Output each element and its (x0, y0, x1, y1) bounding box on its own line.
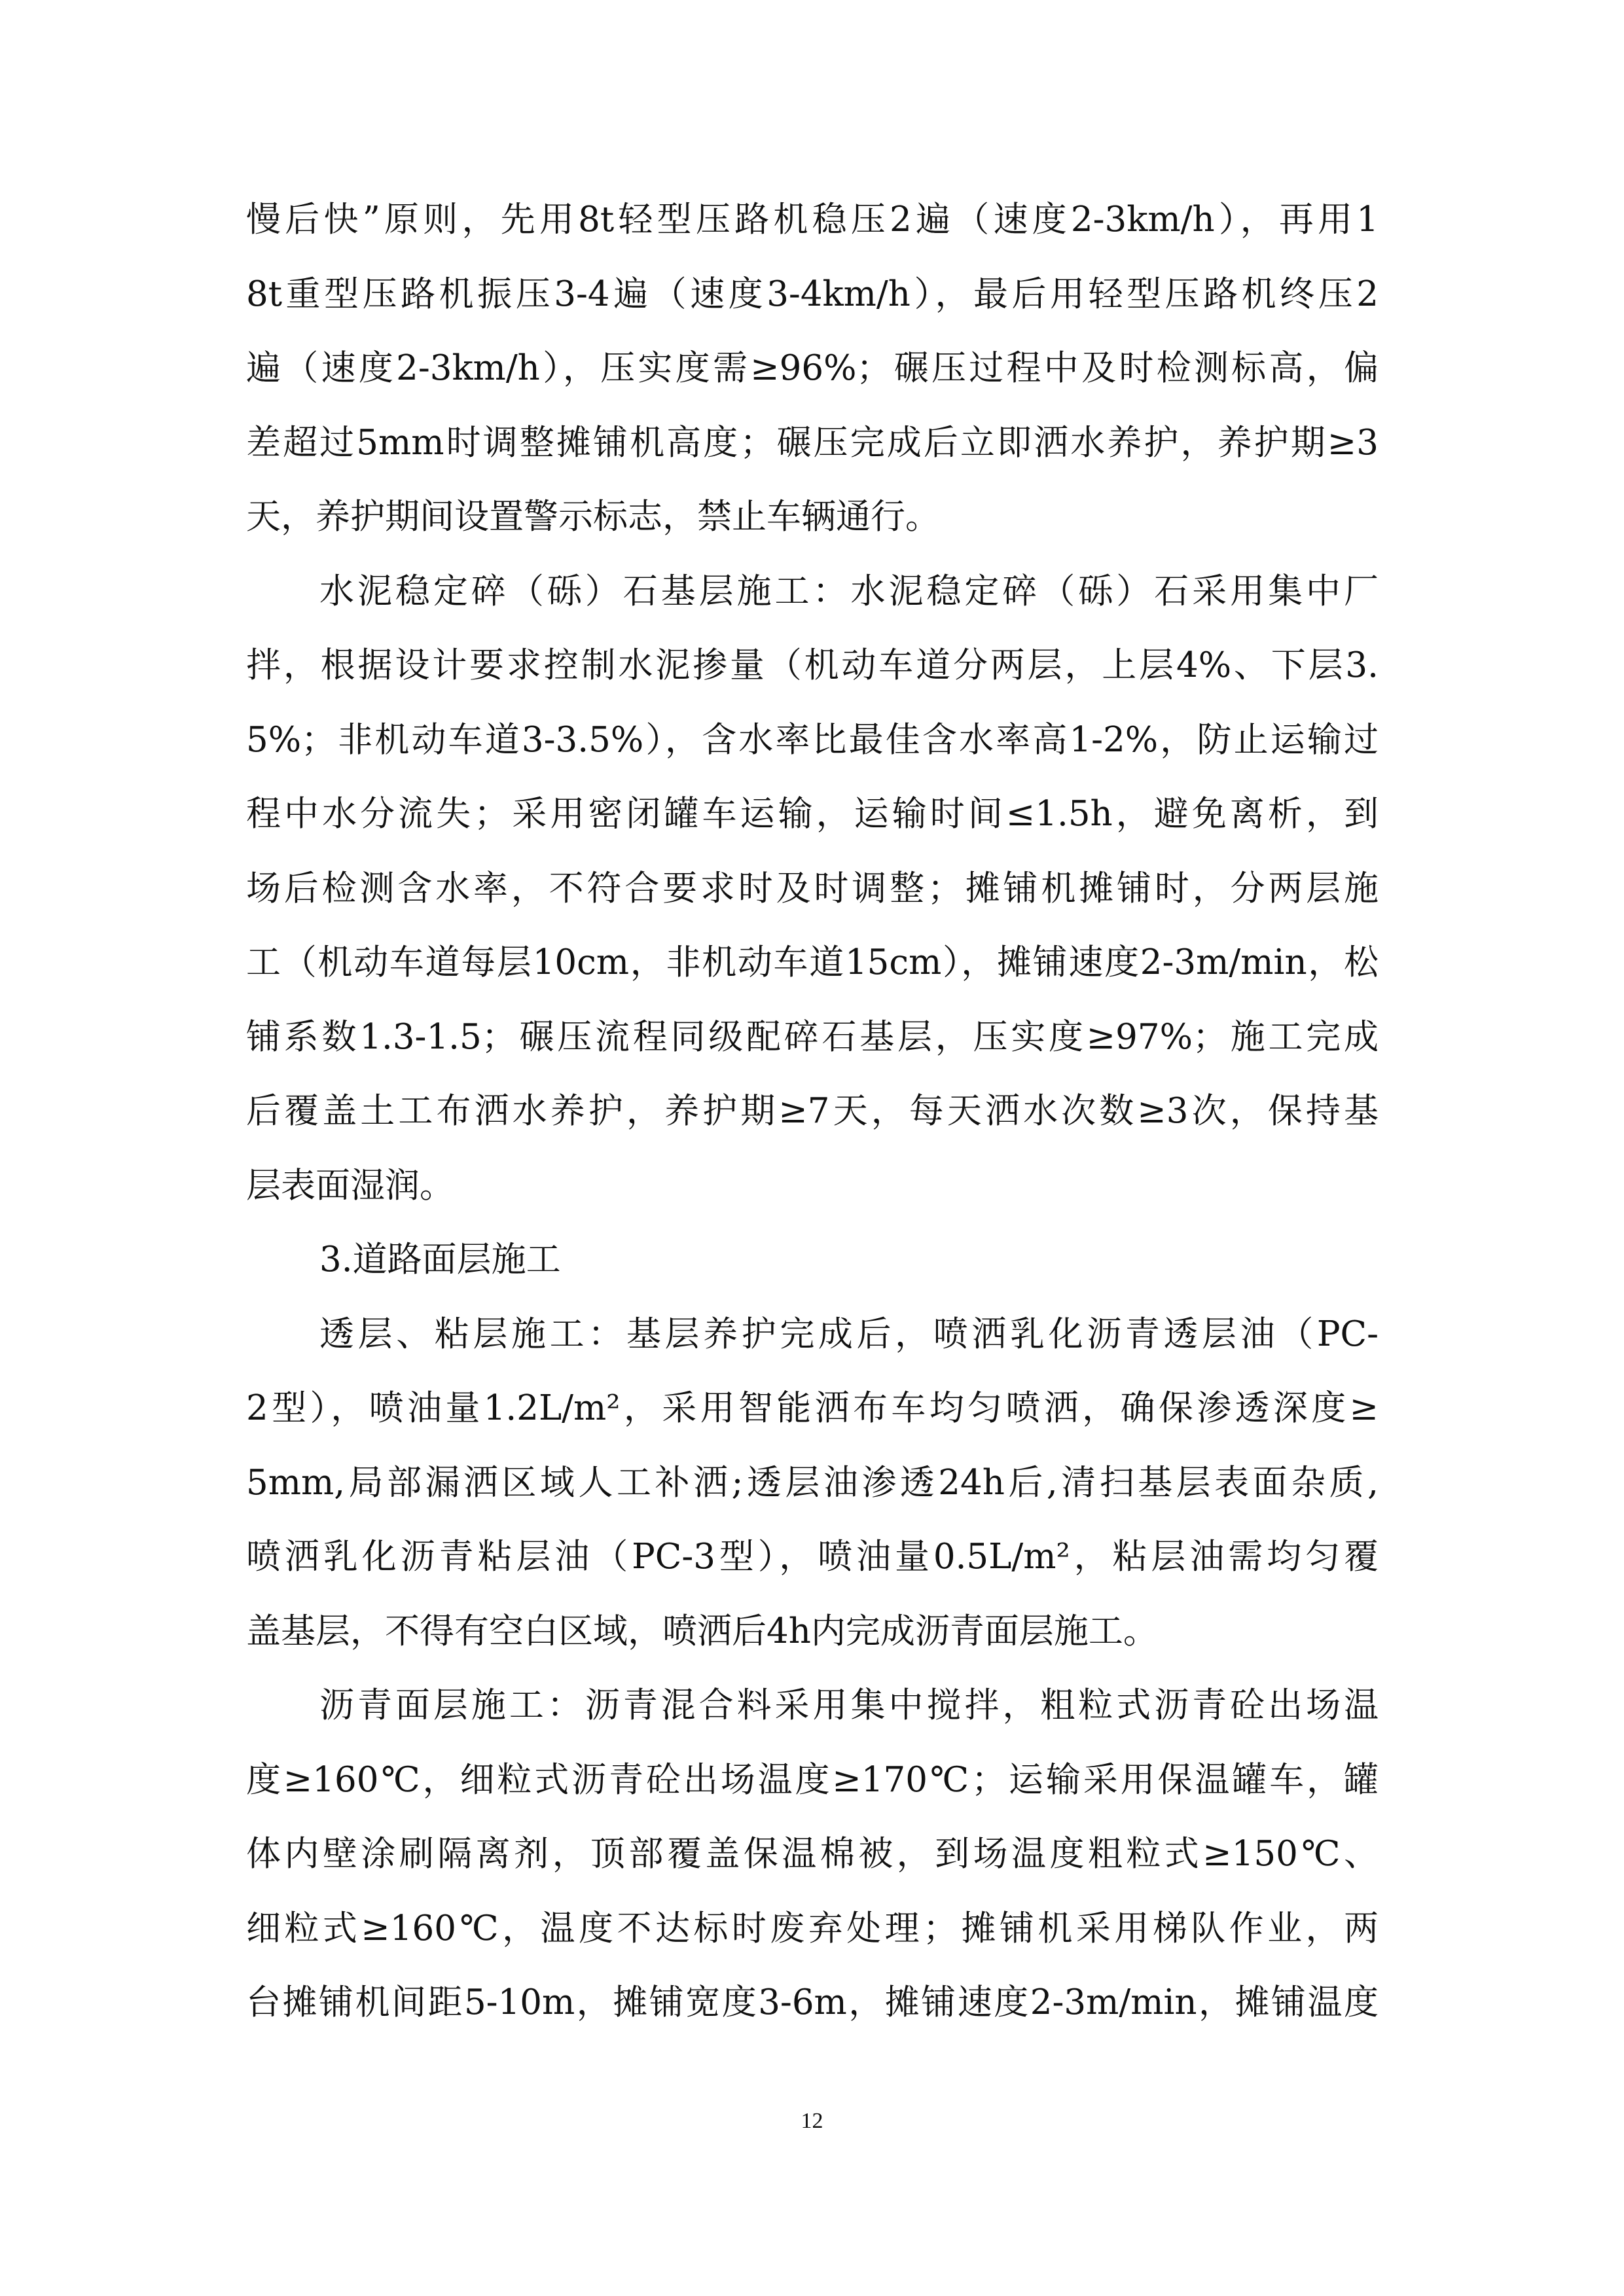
text-line: 8t重型压路机振压3-4遍（速度3-4km/h），最后用轻型压路机终压2 (246, 274, 1379, 314)
text-line: 工（机动车道每层10cm，非机动车道15cm），摊铺速度2-3m/min，松 (246, 942, 1379, 982)
text-line: 水泥稳定碎（砾）石基层施工：水泥稳定碎（砾）石采用集中厂 (319, 571, 1379, 611)
text-line: 遍（速度2-3km/h），压实度需≥96%；碾压过程中及时检测标高，偏 (246, 348, 1379, 388)
text-line: 后覆盖土工布洒水养护，养护期≥7天，每天洒水次数≥3次，保持基 (246, 1091, 1379, 1131)
text-line: 细粒式≥160℃，温度不达标时废弃处理；摊铺机采用梯队作业，两 (246, 1908, 1379, 1948)
text-line: 场后检测含水率，不符合要求时及时调整；摊铺机摊铺时，分两层施 (246, 868, 1379, 908)
text-line: 喷洒乳化沥青粘层油（PC-3型），喷油量0.5L/m²，粘层油需均匀覆 (246, 1537, 1379, 1577)
page-number: 12 (801, 2109, 823, 2133)
body-text (246, 194, 1379, 2051)
text-line: 程中水分流失；采用密闭罐车运输，运输时间≤1.5h，避免离析，到 (246, 794, 1379, 834)
text-line: 5mm,局部漏洒区域人工补洒;透层油渗透24h后,清扫基层表面杂质, (246, 1462, 1379, 1503)
text-line: 慢后快”原则，先用8t轻型压路机稳压2遍（速度2-3km/h），再用1 (246, 200, 1379, 240)
text-line: 沥青面层施工：沥青混合料采用集中搅拌，粗粒式沥青砼出场温 (319, 1685, 1379, 1725)
text-line: 盖基层，不得有空白区域，喷洒后4h内完成沥青面层施工。 (246, 1611, 1158, 1651)
text-line: 3.道路面层施工 (319, 1240, 561, 1280)
text-line: 台摊铺机间距5-10m，摊铺宽度3-6m，摊铺速度2-3m/min，摊铺温度 (246, 1982, 1379, 2022)
text-line: 铺系数1.3-1.5；碾压流程同级配碎石基层，压实度≥97%；施工完成 (246, 1016, 1379, 1057)
text-line: 层表面湿润。 (246, 1165, 454, 1206)
text-line: 体内壁涂刷隔离剂，顶部覆盖保温棉被，到场温度粗粒式≥150℃、 (246, 1834, 1379, 1874)
text-line: 5%；非机动车道3-3.5%），含水率比最佳含水率高1-2%，防止运输过 (246, 719, 1379, 760)
text-line: 天，养护期间设置警示标志，禁止车辆通行。 (246, 497, 940, 537)
text-line: 拌，根据设计要求控制水泥掺量（机动车道分两层，上层4%、下层3. (246, 645, 1379, 685)
text-line: 度≥160℃，细粒式沥青砼出场温度≥170℃；运输采用保温罐车，罐 (246, 1759, 1379, 1800)
text-line: 差超过5mm时调整摊铺机高度；碾压完成后立即洒水养护，养护期≥3 (246, 422, 1379, 463)
text-line: 透层、粘层施工：基层养护完成后，喷洒乳化沥青透层油（PC- (319, 1314, 1379, 1354)
text-line: 2型），喷油量1.2L/m²，采用智能洒布车均匀喷洒，确保渗透深度≥ (246, 1388, 1379, 1428)
